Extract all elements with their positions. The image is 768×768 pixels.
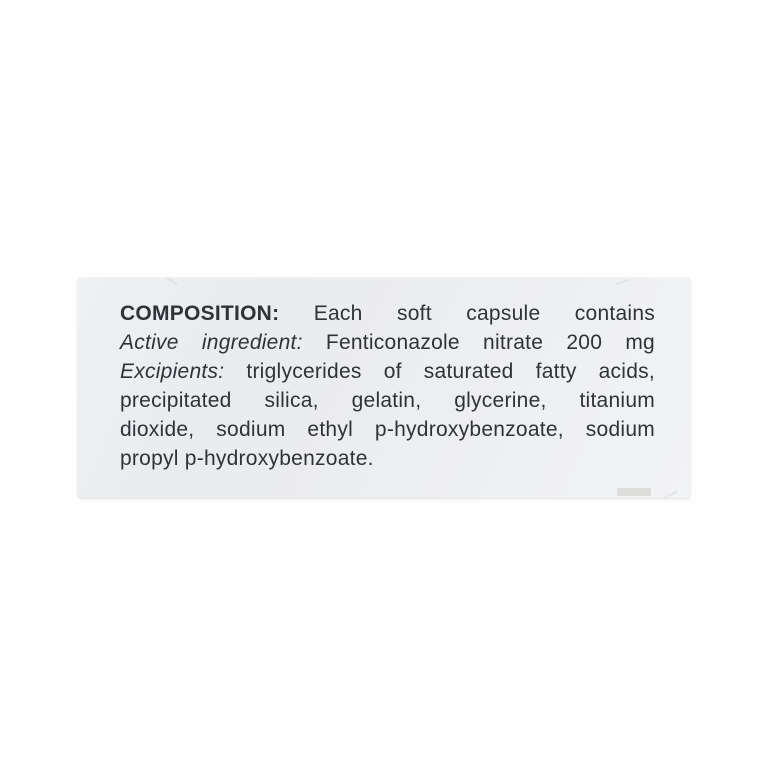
composition-line-2 <box>120 328 655 357</box>
composition-heading: COMPOSITION: <box>120 302 280 325</box>
active-ingredient-value: Fenticonazole nitrate 200 mg <box>302 331 655 354</box>
excipients-value-part-2: precipitated silica, gelatin, glycerine, titanium <box>120 389 655 412</box>
composition-line-4 <box>120 386 655 415</box>
corner-crease-mark <box>663 490 678 499</box>
excipients-value-part-4: propyl p-hydroxybenzoate. <box>120 447 374 470</box>
die-cut-notch-right <box>616 279 630 285</box>
excipients-value-part-3: dioxide, sodium ethyl p-hydroxybenzoate, sodium <box>120 418 655 441</box>
die-cut-notch-left <box>166 277 177 285</box>
composition-line-3 <box>120 357 655 386</box>
composition-text-block <box>120 299 655 473</box>
active-ingredient-label: Active ingredient: <box>120 331 303 354</box>
smudge-mark <box>617 488 651 496</box>
composition-panel <box>78 278 690 498</box>
composition-line-1 <box>120 299 655 328</box>
composition-line-5 <box>120 415 655 444</box>
composition-line-6 <box>120 444 655 473</box>
excipients-value-part-1: triglycerides of saturated fatty acids, <box>224 360 655 383</box>
excipients-label: Excipients: <box>120 360 225 383</box>
composition-line-1-text: Each soft capsule contains <box>279 302 655 325</box>
